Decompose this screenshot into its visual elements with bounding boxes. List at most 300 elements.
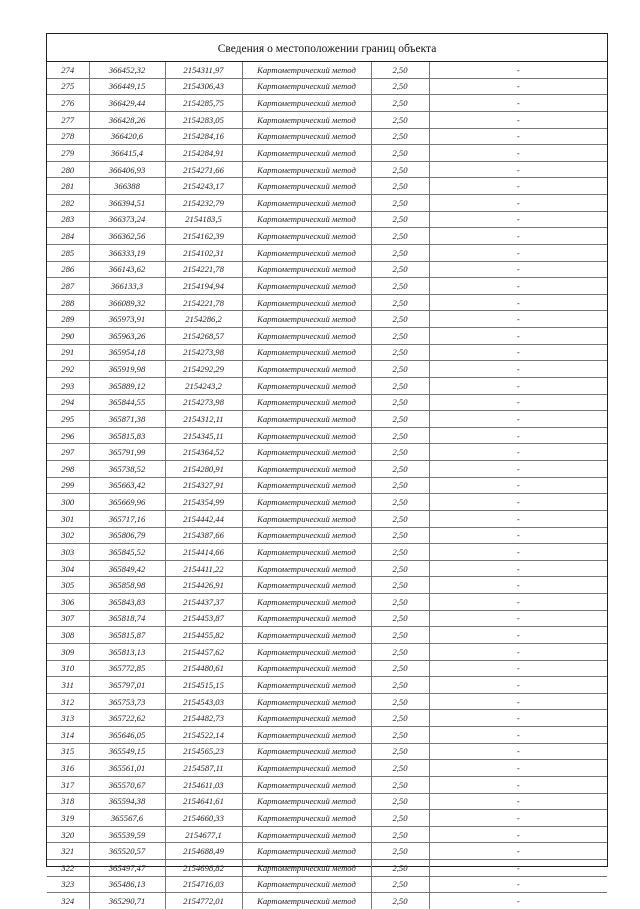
method-cell: Картометрический метод (242, 228, 371, 245)
table-row (47, 195, 607, 212)
method-cell: Картометрический метод (242, 244, 371, 261)
method-cell: Картометрический метод (242, 477, 371, 494)
description-cell: - (429, 477, 607, 494)
table-row (47, 178, 607, 195)
description-cell: - (429, 461, 607, 478)
table-row (47, 427, 607, 444)
method-cell: Картометрический метод (242, 211, 371, 228)
accuracy-cell: 2,50 (371, 195, 429, 212)
method-cell: Картометрический метод (242, 810, 371, 827)
accuracy-cell: 2,50 (371, 411, 429, 428)
x-coordinate-cell: 365963,26 (89, 328, 165, 345)
accuracy-cell: 2,50 (371, 677, 429, 694)
table-row (47, 294, 607, 311)
x-coordinate-cell: 366415,4 (89, 145, 165, 162)
x-coordinate-cell: 365889,12 (89, 377, 165, 394)
method-cell: Картометрический метод (242, 527, 371, 544)
point-number-cell: 291 (47, 344, 89, 361)
method-cell: Картометрический метод (242, 876, 371, 893)
x-coordinate-cell: 365815,87 (89, 627, 165, 644)
accuracy-cell: 2,50 (371, 560, 429, 577)
x-coordinate-cell: 365561,01 (89, 760, 165, 777)
point-number-cell: 310 (47, 660, 89, 677)
point-number-cell: 309 (47, 643, 89, 660)
point-number-cell: 299 (47, 477, 89, 494)
point-number-cell: 281 (47, 178, 89, 195)
description-cell: - (429, 62, 607, 78)
description-cell: - (429, 494, 607, 511)
accuracy-cell: 2,50 (371, 78, 429, 95)
x-coordinate-cell: 365845,52 (89, 544, 165, 561)
description-cell: - (429, 361, 607, 378)
description-cell: - (429, 161, 607, 178)
x-coordinate-cell: 366406,93 (89, 161, 165, 178)
method-cell: Картометрический метод (242, 344, 371, 361)
y-coordinate-cell: 2154284,91 (165, 145, 242, 162)
method-cell: Картометрический метод (242, 893, 371, 909)
y-coordinate-cell: 2154677,1 (165, 826, 242, 843)
point-number-cell: 307 (47, 610, 89, 627)
point-number-cell: 279 (47, 145, 89, 162)
accuracy-cell: 2,50 (371, 461, 429, 478)
x-coordinate-cell: 365753,73 (89, 693, 165, 710)
point-number-cell: 315 (47, 743, 89, 760)
accuracy-cell: 2,50 (371, 278, 429, 295)
method-cell: Картометрический метод (242, 710, 371, 727)
table-row (47, 710, 607, 727)
description-cell: - (429, 860, 607, 877)
accuracy-cell: 2,50 (371, 328, 429, 345)
x-coordinate-cell: 366420,6 (89, 128, 165, 145)
table-row (47, 727, 607, 744)
description-cell: - (429, 95, 607, 112)
y-coordinate-cell: 2154364,52 (165, 444, 242, 461)
x-coordinate-cell: 365520,57 (89, 843, 165, 860)
method-cell: Картометрический метод (242, 843, 371, 860)
method-cell: Картометрический метод (242, 261, 371, 278)
table-row (47, 510, 607, 527)
accuracy-cell: 2,50 (371, 494, 429, 511)
coordinates-table (47, 62, 607, 909)
y-coordinate-cell: 2154345,11 (165, 427, 242, 444)
point-number-cell: 280 (47, 161, 89, 178)
description-cell: - (429, 643, 607, 660)
x-coordinate-cell: 366452,32 (89, 62, 165, 78)
description-cell: - (429, 693, 607, 710)
table-row (47, 594, 607, 611)
x-coordinate-cell: 366394,51 (89, 195, 165, 212)
description-cell: - (429, 111, 607, 128)
method-cell: Картометрический метод (242, 128, 371, 145)
method-cell: Картометрический метод (242, 793, 371, 810)
table-row (47, 328, 607, 345)
x-coordinate-cell: 365567,6 (89, 810, 165, 827)
table-row (47, 62, 607, 78)
description-cell: - (429, 776, 607, 793)
y-coordinate-cell: 2154327,91 (165, 477, 242, 494)
x-coordinate-cell: 366362,56 (89, 228, 165, 245)
description-cell: - (429, 660, 607, 677)
x-coordinate-cell: 366429,44 (89, 95, 165, 112)
x-coordinate-cell: 365772,85 (89, 660, 165, 677)
method-cell: Картометрический метод (242, 361, 371, 378)
y-coordinate-cell: 2154232,79 (165, 195, 242, 212)
point-number-cell: 320 (47, 826, 89, 843)
x-coordinate-cell: 365919,98 (89, 361, 165, 378)
description-cell: - (429, 78, 607, 95)
description-cell: - (429, 577, 607, 594)
y-coordinate-cell: 2154102,31 (165, 244, 242, 261)
x-coordinate-cell: 365669,96 (89, 494, 165, 511)
table-row (47, 527, 607, 544)
x-coordinate-cell: 365594,38 (89, 793, 165, 810)
y-coordinate-cell: 2154280,91 (165, 461, 242, 478)
point-number-cell: 323 (47, 876, 89, 893)
table-row (47, 643, 607, 660)
x-coordinate-cell: 366333,19 (89, 244, 165, 261)
accuracy-cell: 2,50 (371, 544, 429, 561)
description-cell: - (429, 195, 607, 212)
table-row (47, 743, 607, 760)
description-cell: - (429, 727, 607, 744)
accuracy-cell: 2,50 (371, 211, 429, 228)
accuracy-cell: 2,50 (371, 776, 429, 793)
accuracy-cell: 2,50 (371, 627, 429, 644)
accuracy-cell: 2,50 (371, 693, 429, 710)
description-cell: - (429, 411, 607, 428)
y-coordinate-cell: 2154641,61 (165, 793, 242, 810)
description-cell: - (429, 444, 607, 461)
method-cell: Картометрический метод (242, 427, 371, 444)
method-cell: Картометрический метод (242, 278, 371, 295)
accuracy-cell: 2,50 (371, 178, 429, 195)
method-cell: Картометрический метод (242, 78, 371, 95)
point-number-cell: 300 (47, 494, 89, 511)
point-number-cell: 293 (47, 377, 89, 394)
table-row (47, 78, 607, 95)
accuracy-cell: 2,50 (371, 876, 429, 893)
x-coordinate-cell: 365570,67 (89, 776, 165, 793)
table-row (47, 211, 607, 228)
x-coordinate-cell: 365663,42 (89, 477, 165, 494)
y-coordinate-cell: 2154243,2 (165, 377, 242, 394)
x-coordinate-cell: 365797,01 (89, 677, 165, 694)
accuracy-cell: 2,50 (371, 244, 429, 261)
description-cell: - (429, 328, 607, 345)
table-row (47, 244, 607, 261)
y-coordinate-cell: 2154457,62 (165, 643, 242, 660)
y-coordinate-cell: 2154306,43 (165, 78, 242, 95)
table-row (47, 693, 607, 710)
point-number-cell: 294 (47, 394, 89, 411)
y-coordinate-cell: 2154194,94 (165, 278, 242, 295)
x-coordinate-cell: 365813,13 (89, 643, 165, 660)
method-cell: Картометрический метод (242, 178, 371, 195)
y-coordinate-cell: 2154442,44 (165, 510, 242, 527)
y-coordinate-cell: 2154660,33 (165, 810, 242, 827)
description-cell: - (429, 610, 607, 627)
y-coordinate-cell: 2154426,91 (165, 577, 242, 594)
accuracy-cell: 2,50 (371, 843, 429, 860)
method-cell: Картометрический метод (242, 328, 371, 345)
table-row (47, 876, 607, 893)
x-coordinate-cell: 365843,83 (89, 594, 165, 611)
table-row (47, 145, 607, 162)
table-row (47, 311, 607, 328)
x-coordinate-cell: 365815,83 (89, 427, 165, 444)
table-row (47, 760, 607, 777)
description-cell: - (429, 544, 607, 561)
y-coordinate-cell: 2154772,01 (165, 893, 242, 909)
accuracy-cell: 2,50 (371, 743, 429, 760)
y-coordinate-cell: 2154437,37 (165, 594, 242, 611)
y-coordinate-cell: 2154455,82 (165, 627, 242, 644)
point-number-cell: 301 (47, 510, 89, 527)
y-coordinate-cell: 2154286,2 (165, 311, 242, 328)
description-cell: - (429, 760, 607, 777)
description-cell: - (429, 311, 607, 328)
method-cell: Картометрический метод (242, 394, 371, 411)
table-row (47, 361, 607, 378)
table-row (47, 893, 607, 909)
point-number-cell: 317 (47, 776, 89, 793)
point-number-cell: 288 (47, 294, 89, 311)
description-cell: - (429, 261, 607, 278)
accuracy-cell: 2,50 (371, 161, 429, 178)
table-row (47, 793, 607, 810)
accuracy-cell: 2,50 (371, 377, 429, 394)
x-coordinate-cell: 365818,74 (89, 610, 165, 627)
description-cell: - (429, 710, 607, 727)
y-coordinate-cell: 2154312,11 (165, 411, 242, 428)
y-coordinate-cell: 2154515,15 (165, 677, 242, 694)
point-number-cell: 303 (47, 544, 89, 561)
accuracy-cell: 2,50 (371, 111, 429, 128)
method-cell: Картометрический метод (242, 610, 371, 627)
method-cell: Картометрический метод (242, 727, 371, 744)
point-number-cell: 285 (47, 244, 89, 261)
method-cell: Картометрический метод (242, 826, 371, 843)
point-number-cell: 289 (47, 311, 89, 328)
point-number-cell: 287 (47, 278, 89, 295)
y-coordinate-cell: 2154292,29 (165, 361, 242, 378)
x-coordinate-cell: 366428,26 (89, 111, 165, 128)
table-row (47, 161, 607, 178)
y-coordinate-cell: 2154273,98 (165, 344, 242, 361)
description-cell: - (429, 278, 607, 295)
description-cell: - (429, 128, 607, 145)
accuracy-cell: 2,50 (371, 228, 429, 245)
description-cell: - (429, 560, 607, 577)
y-coordinate-cell: 2154716,03 (165, 876, 242, 893)
y-coordinate-cell: 2154271,66 (165, 161, 242, 178)
x-coordinate-cell: 366388 (89, 178, 165, 195)
y-coordinate-cell: 2154273,98 (165, 394, 242, 411)
x-coordinate-cell: 365549,15 (89, 743, 165, 760)
x-coordinate-cell: 365486,13 (89, 876, 165, 893)
point-number-cell: 306 (47, 594, 89, 611)
method-cell: Картометрический метод (242, 510, 371, 527)
method-cell: Картометрический метод (242, 544, 371, 561)
method-cell: Картометрический метод (242, 860, 371, 877)
x-coordinate-cell: 365717,16 (89, 510, 165, 527)
x-coordinate-cell: 365844,55 (89, 394, 165, 411)
x-coordinate-cell: 365871,38 (89, 411, 165, 428)
x-coordinate-cell: 365954,18 (89, 344, 165, 361)
method-cell: Картометрический метод (242, 444, 371, 461)
method-cell: Картометрический метод (242, 594, 371, 611)
description-cell: - (429, 743, 607, 760)
point-number-cell: 316 (47, 760, 89, 777)
accuracy-cell: 2,50 (371, 810, 429, 827)
method-cell: Картометрический метод (242, 693, 371, 710)
table-row (47, 377, 607, 394)
point-number-cell: 274 (47, 62, 89, 78)
page-title: Сведения о местоположении границ объекта (47, 34, 607, 62)
y-coordinate-cell: 2154162,39 (165, 228, 242, 245)
point-number-cell: 295 (47, 411, 89, 428)
accuracy-cell: 2,50 (371, 527, 429, 544)
method-cell: Картометрический метод (242, 743, 371, 760)
accuracy-cell: 2,50 (371, 394, 429, 411)
method-cell: Картометрический метод (242, 377, 371, 394)
description-cell: - (429, 810, 607, 827)
x-coordinate-cell: 365858,98 (89, 577, 165, 594)
x-coordinate-cell: 366449,15 (89, 78, 165, 95)
y-coordinate-cell: 2154543,03 (165, 693, 242, 710)
y-coordinate-cell: 2154284,16 (165, 128, 242, 145)
description-cell: - (429, 427, 607, 444)
point-number-cell: 304 (47, 560, 89, 577)
point-number-cell: 286 (47, 261, 89, 278)
point-number-cell: 324 (47, 893, 89, 909)
accuracy-cell: 2,50 (371, 294, 429, 311)
y-coordinate-cell: 2154243,17 (165, 178, 242, 195)
accuracy-cell: 2,50 (371, 893, 429, 909)
accuracy-cell: 2,50 (371, 444, 429, 461)
accuracy-cell: 2,50 (371, 577, 429, 594)
table-row (47, 810, 607, 827)
table-row (47, 261, 607, 278)
table-row (47, 477, 607, 494)
y-coordinate-cell: 2154522,14 (165, 727, 242, 744)
point-number-cell: 313 (47, 710, 89, 727)
method-cell: Картометрический метод (242, 660, 371, 677)
table-row (47, 544, 607, 561)
description-cell: - (429, 843, 607, 860)
table-row (47, 826, 607, 843)
description-cell: - (429, 377, 607, 394)
y-coordinate-cell: 2154221,78 (165, 261, 242, 278)
y-coordinate-cell: 2154285,75 (165, 95, 242, 112)
table-row (47, 776, 607, 793)
point-number-cell: 276 (47, 95, 89, 112)
accuracy-cell: 2,50 (371, 594, 429, 611)
x-coordinate-cell: 365849,42 (89, 560, 165, 577)
accuracy-cell: 2,50 (371, 793, 429, 810)
description-cell: - (429, 627, 607, 644)
point-number-cell: 282 (47, 195, 89, 212)
description-cell: - (429, 294, 607, 311)
method-cell: Картометрический метод (242, 461, 371, 478)
accuracy-cell: 2,50 (371, 477, 429, 494)
y-coordinate-cell: 2154688,49 (165, 843, 242, 860)
point-number-cell: 322 (47, 860, 89, 877)
table-row (47, 95, 607, 112)
method-cell: Картометрический метод (242, 760, 371, 777)
point-number-cell: 314 (47, 727, 89, 744)
table-row (47, 444, 607, 461)
y-coordinate-cell: 2154411,22 (165, 560, 242, 577)
accuracy-cell: 2,50 (371, 145, 429, 162)
description-cell: - (429, 344, 607, 361)
table-row (47, 660, 607, 677)
accuracy-cell: 2,50 (371, 361, 429, 378)
accuracy-cell: 2,50 (371, 660, 429, 677)
x-coordinate-cell: 365791,99 (89, 444, 165, 461)
table-row (47, 411, 607, 428)
description-cell: - (429, 893, 607, 909)
point-number-cell: 283 (47, 211, 89, 228)
table-row (47, 278, 607, 295)
x-coordinate-cell: 365973,91 (89, 311, 165, 328)
x-coordinate-cell: 366373,24 (89, 211, 165, 228)
point-number-cell: 284 (47, 228, 89, 245)
table-row (47, 577, 607, 594)
accuracy-cell: 2,50 (371, 860, 429, 877)
table-row (47, 344, 607, 361)
y-coordinate-cell: 2154221,78 (165, 294, 242, 311)
y-coordinate-cell: 2154698,82 (165, 860, 242, 877)
point-number-cell: 290 (47, 328, 89, 345)
x-coordinate-cell: 365738,52 (89, 461, 165, 478)
point-number-cell: 318 (47, 793, 89, 810)
method-cell: Картометрический метод (242, 643, 371, 660)
method-cell: Картометрический метод (242, 294, 371, 311)
y-coordinate-cell: 2154354,99 (165, 494, 242, 511)
point-number-cell: 275 (47, 78, 89, 95)
method-cell: Картометрический метод (242, 494, 371, 511)
y-coordinate-cell: 2154387,66 (165, 527, 242, 544)
point-number-cell: 321 (47, 843, 89, 860)
point-number-cell: 302 (47, 527, 89, 544)
accuracy-cell: 2,50 (371, 643, 429, 660)
description-cell: - (429, 228, 607, 245)
x-coordinate-cell: 366089,32 (89, 294, 165, 311)
method-cell: Картометрический метод (242, 577, 371, 594)
method-cell: Картометрический метод (242, 145, 371, 162)
accuracy-cell: 2,50 (371, 826, 429, 843)
accuracy-cell: 2,50 (371, 727, 429, 744)
x-coordinate-cell: 365646,05 (89, 727, 165, 744)
method-cell: Картометрический метод (242, 161, 371, 178)
method-cell: Картометрический метод (242, 560, 371, 577)
description-cell: - (429, 244, 607, 261)
point-number-cell: 297 (47, 444, 89, 461)
description-cell: - (429, 527, 607, 544)
table-row (47, 843, 607, 860)
table-row (47, 610, 607, 627)
point-number-cell: 312 (47, 693, 89, 710)
accuracy-cell: 2,50 (371, 311, 429, 328)
point-number-cell: 308 (47, 627, 89, 644)
y-coordinate-cell: 2154480,61 (165, 660, 242, 677)
accuracy-cell: 2,50 (371, 344, 429, 361)
x-coordinate-cell: 366143,62 (89, 261, 165, 278)
table-row (47, 494, 607, 511)
x-coordinate-cell: 365290,71 (89, 893, 165, 909)
table-row (47, 228, 607, 245)
